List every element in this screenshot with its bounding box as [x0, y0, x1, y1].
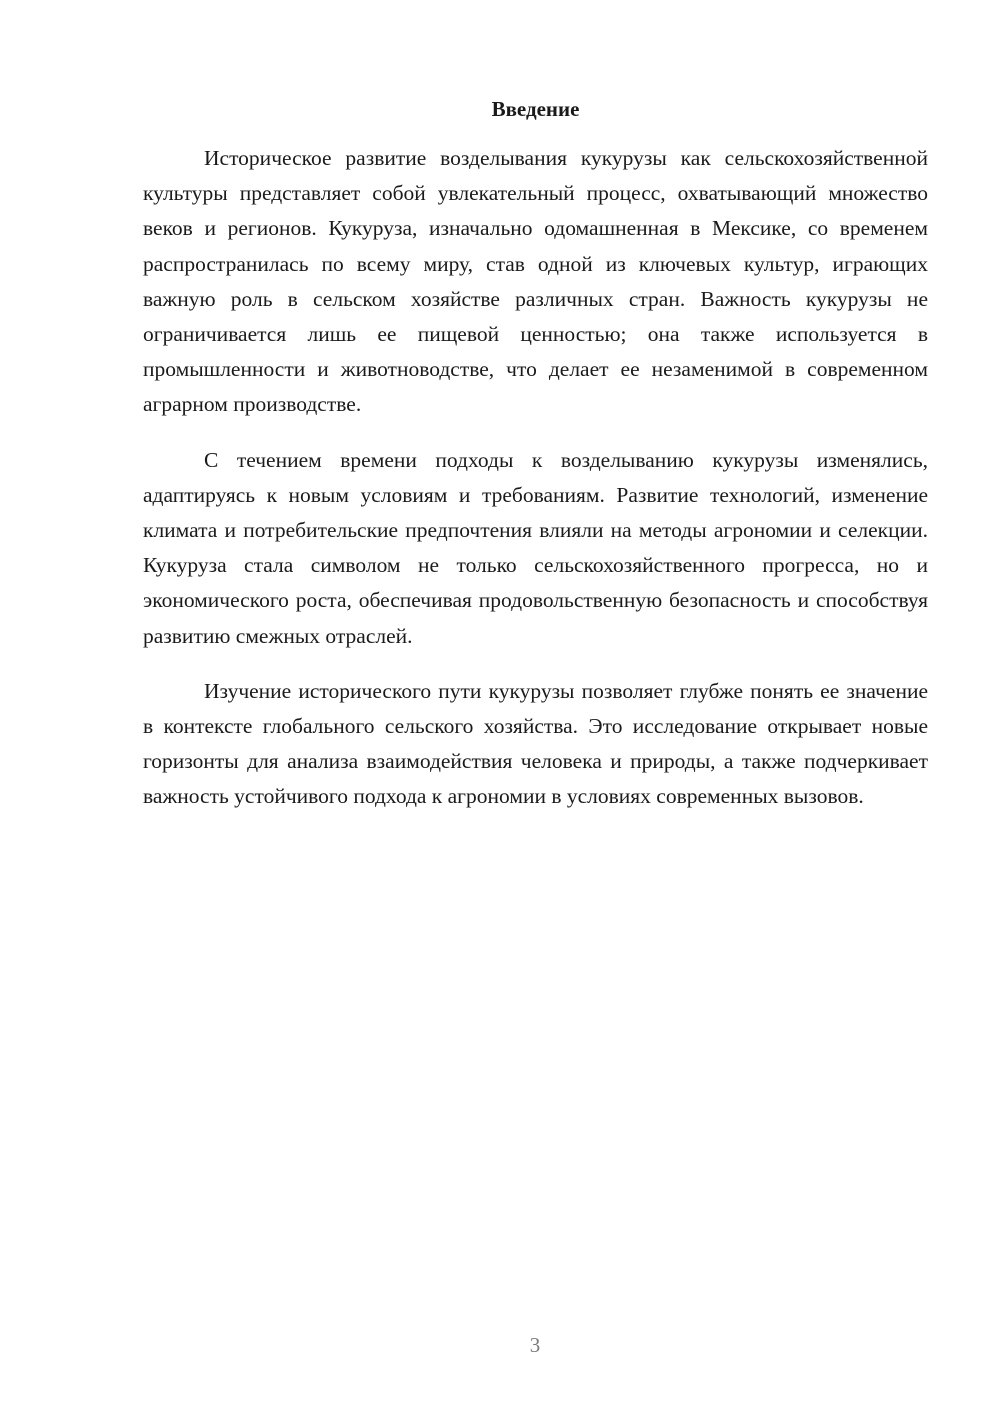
paragraph-1: Историческое развитие возделывания кукурузы как сельскохозяйственной культуры представляет собой увлекательный процесс, охватывающий множество веков и регионов. Кукуруза, изначально одомашненная в Мексике, со временем распространилась по всему миру, став одной из ключевых культур, играющих важную роль в сельском хозяйстве различных стран. Важность кукурузы не ограничивается лишь ее пищевой ценностью; она также используется в промышленности и животноводстве, что делает ее незаменимой в современном аграрном производстве.	[143, 146, 928, 417]
section-title: Введение	[491, 97, 580, 121]
paragraph-2: С течением времени подходы к возделыванию кукурузы изменялись, адаптируясь к новым условиям и требованиям. Развитие технологий, изменение климата и потребительские предпочтения влияли на методы агрономии и селекции. Кукуруза стала символом не только сельскохозяйственного прогресса, но и экономического роста, обеспечивая продовольственную безопасность и способствуя развитию смежных отраслей.	[143, 447, 928, 648]
page-number: 3	[529, 1333, 541, 1357]
page-content	[143, 92, 928, 835]
paragraph-3: Изучение исторического пути кукурузы позволяет глубже понять ее значение в контексте глобального сельского хозяйства. Это исследование открывает новые горизонты для анализа взаимодействия человека и природы, а также подчеркивает важность устойчивого подхода к агрономии в условиях современных вызовов.	[143, 678, 928, 809]
